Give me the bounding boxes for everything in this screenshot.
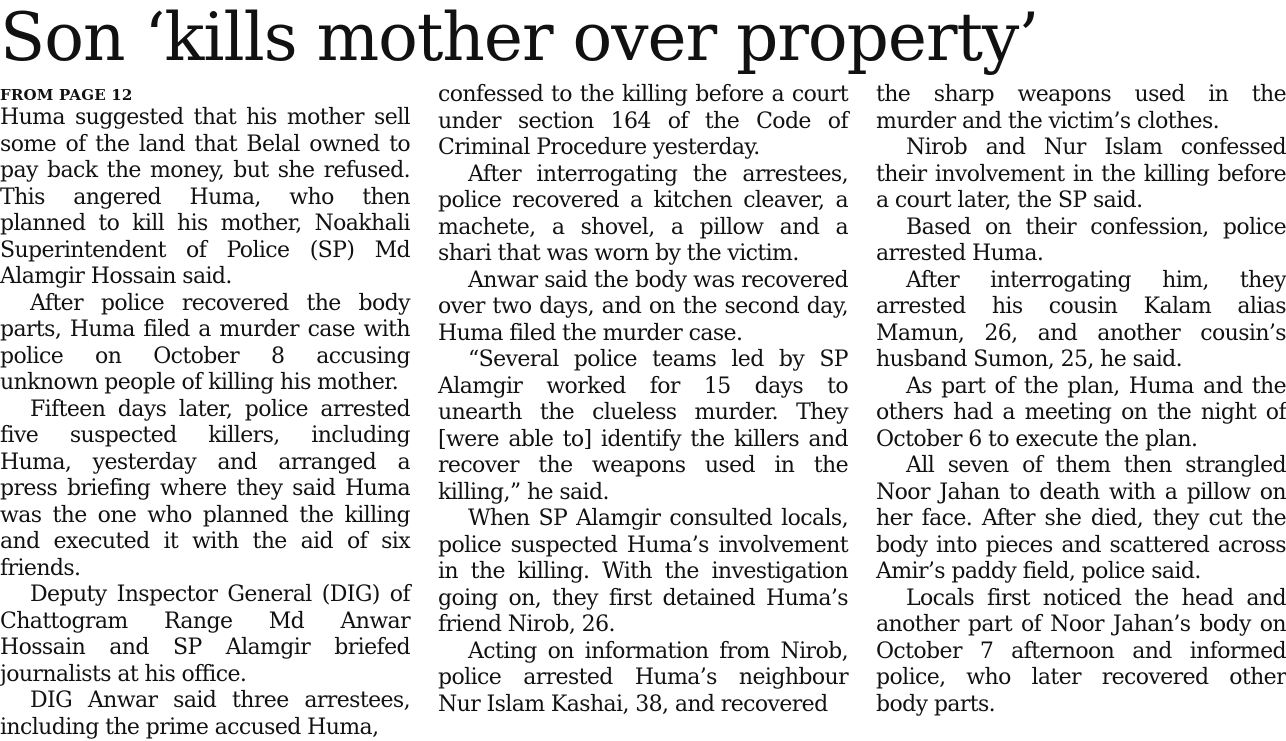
paragraph: Nirob and Nur Islam confessed their involvement in the killing before a court later, the SP said. — [876, 135, 1286, 213]
article-column-1 — [0, 82, 410, 741]
paragraph: confessed to the killing before a court under section 164 of the Code of Criminal Procedure yesterday. — [438, 82, 848, 160]
jump-label: FROM PAGE 12 — [0, 86, 133, 104]
paragraph: “Several police teams led by SP Alamgir worked for 15 days to unearth the clueless murder. They [were able to] identify the killers and recover the weapons used in the killing,” he said. — [438, 347, 848, 505]
paragraph: After interrogating the arrestees, police recovered a kitchen cleaver, a machete, a shovel, a pillow and a shari that was worn by the victim. — [438, 161, 848, 266]
paragraph: Fifteen days later, police arrested five suspected killers, including Huma, yesterday and arranged a press briefing where they said Huma was the one who planned the killing and executed it with the aid of six friends. — [0, 396, 410, 581]
paragraph: DIG Anwar said three arrestees, including the prime accused Huma, — [0, 688, 410, 740]
paragraph: When SP Alamgir consulted locals, police suspected Huma’s involvement in the killing. With the investigation going on, they first detained Huma’s friend Nirob, 26. — [438, 506, 848, 637]
paragraph: Deputy Inspector General (DIG) of Chattogram Range Md Anwar Hossain and SP Alamgir briefed journalists at his office. — [0, 582, 410, 687]
article-column-3 — [876, 82, 1286, 718]
paragraph: Acting on information from Nirob, police arrested Huma’s neighbour Nur Islam Kashai, 38, and recovered — [438, 638, 848, 717]
paragraph: the sharp weapons used in the murder and the victim’s clothes. — [876, 82, 1286, 134]
article-column-2 — [438, 82, 848, 718]
paragraph: Based on their confession, police arrested Huma. — [876, 214, 1286, 266]
headline: Son ‘kills mother over property’ — [0, 0, 1039, 76]
paragraph: Anwar said the body was recovered over two days, and on the second day, Huma filed the murder case. — [438, 267, 848, 346]
paragraph: All seven of them then strangled Noor Jahan to death with a pillow on her face. After she died, they cut the body into pieces and scattered across Amir’s paddy field, police said. — [876, 453, 1286, 584]
paragraph: Locals first noticed the head and another part of Noor Jahan’s body on October 7 afternoon and informed police, who later recovered other body parts. — [876, 585, 1286, 717]
paragraph: Huma suggested that his mother sell some of the land that Belal owned to pay back the money, but she refused. This angered Huma, who then planned to kill his mother, Noakhali Superintendent of Police (SP) Md Alamgir Hossain said. — [0, 105, 410, 289]
paragraph: After interrogating him, they arrested his cousin Kalam alias Mamun, 26, and another cousin’s husband Sumon, 25, he said. — [876, 267, 1286, 372]
paragraph: After police recovered the body parts, Huma filed a murder case with police on October 8 accusing unknown people of killing his mother. — [0, 290, 410, 395]
paragraph: As part of the plan, Huma and the others had a meeting on the night of October 6 to execute the plan. — [876, 373, 1286, 452]
